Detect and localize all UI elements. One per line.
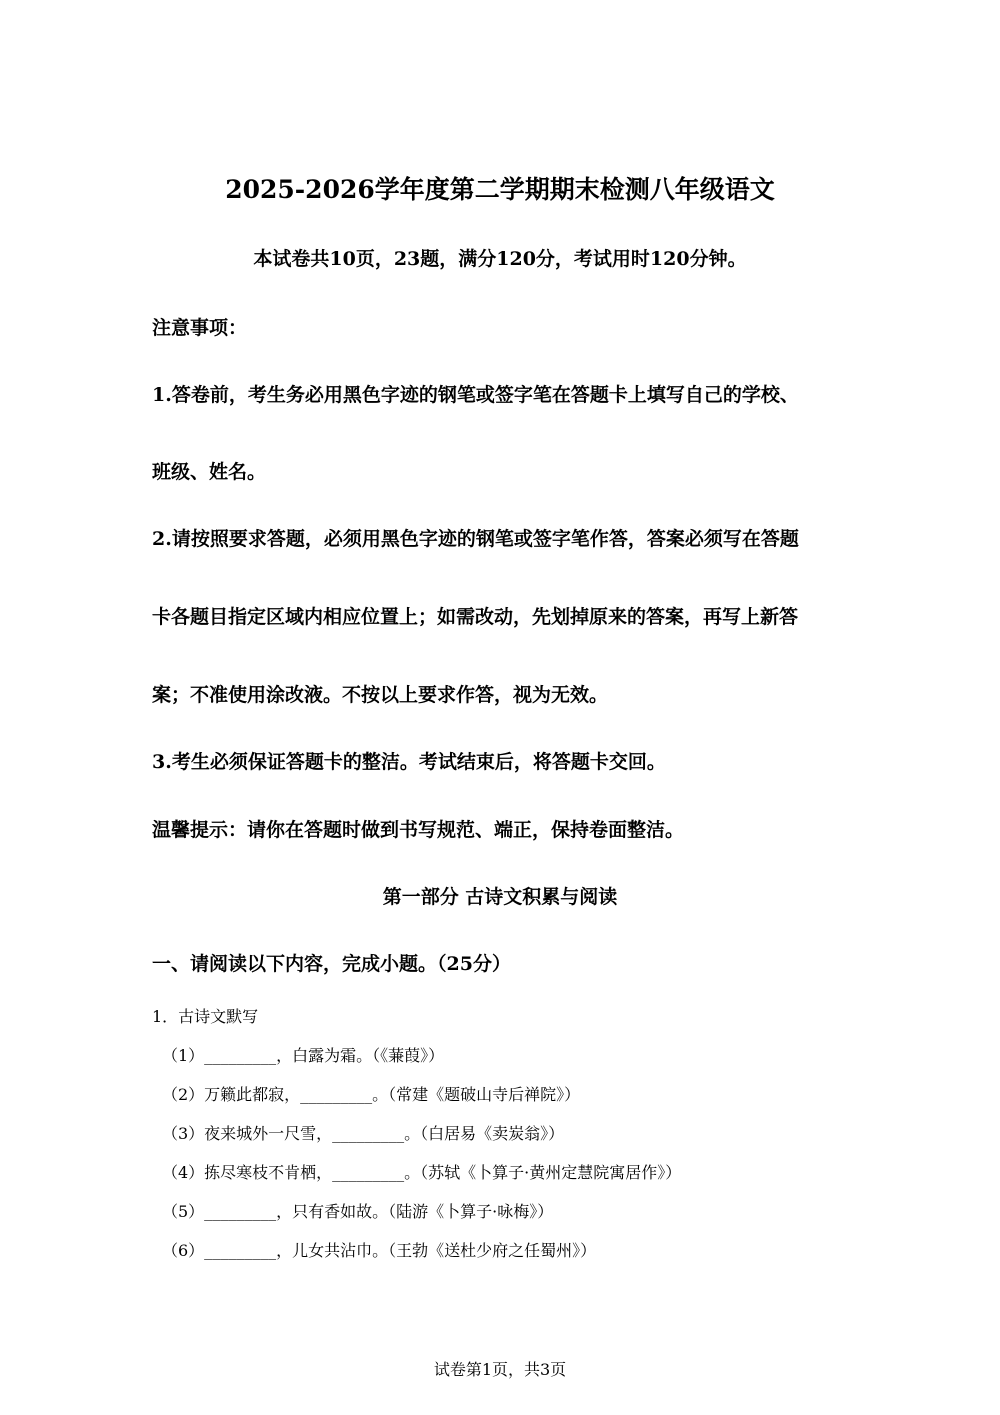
question-item: （6）_________，儿女共沾巾。（王勃《送杜少府之任蜀州》）	[162, 1241, 597, 1260]
notice-line: 卡各题目指定区域内相应位置上；如需改动，先划掉原来的答案，再写上新答	[152, 606, 799, 628]
question-item: （5）_________，只有香如故。（陆游《卜算子·咏梅》）	[162, 1202, 554, 1221]
question-item: （4）拣尽寒枝不肯栖，_________。（苏轼《卜算子·黄州定慧院寓居作》）	[162, 1163, 682, 1182]
part-heading: 一、请阅读以下内容，完成小题。（25分）	[152, 953, 511, 975]
notice-line: 班级、姓名。	[152, 461, 267, 483]
exam-title: 2025-2026学年度第二学期期末检测八年级语文	[225, 175, 775, 204]
notice-heading: 注意事项：	[152, 317, 248, 339]
notice-line: 3.考生必须保证答题卡的整洁。考试结束后，将答题卡交回。	[152, 751, 666, 773]
question-title: 1．古诗文默写	[152, 1007, 259, 1026]
reminder-line: 温馨提示：请你在答题时做到书写规范、端正，保持卷面整洁。	[152, 819, 685, 841]
page-footer: 试卷第1页，共3页	[433, 1360, 567, 1379]
question-item: （3）夜来城外一尺雪，_________。（白居易《卖炭翁》）	[162, 1124, 565, 1143]
question-item: （2）万籁此都寂，_________。（常建《题破山寺后禅院》）	[162, 1085, 581, 1104]
notice-line: 案；不准使用涂改液。不按以上要求作答，视为无效。	[152, 684, 609, 706]
notice-line: 2.请按照要求答题，必须用黑色字迹的钢笔或签字笔作答，答案必须写在答题	[152, 528, 799, 550]
question-item: （1）_________，白露为霜。（《蒹葭》）	[162, 1046, 445, 1065]
section-title: 第一部分 古诗文积累与阅读	[382, 886, 618, 908]
notice-line: 1.答卷前，考生务必用黑色字迹的钢笔或签字笔在答题卡上填写自己的学校、	[152, 384, 799, 406]
exam-subtitle: 本试卷共10页，23题，满分120分，考试用时120分钟。	[253, 248, 747, 270]
